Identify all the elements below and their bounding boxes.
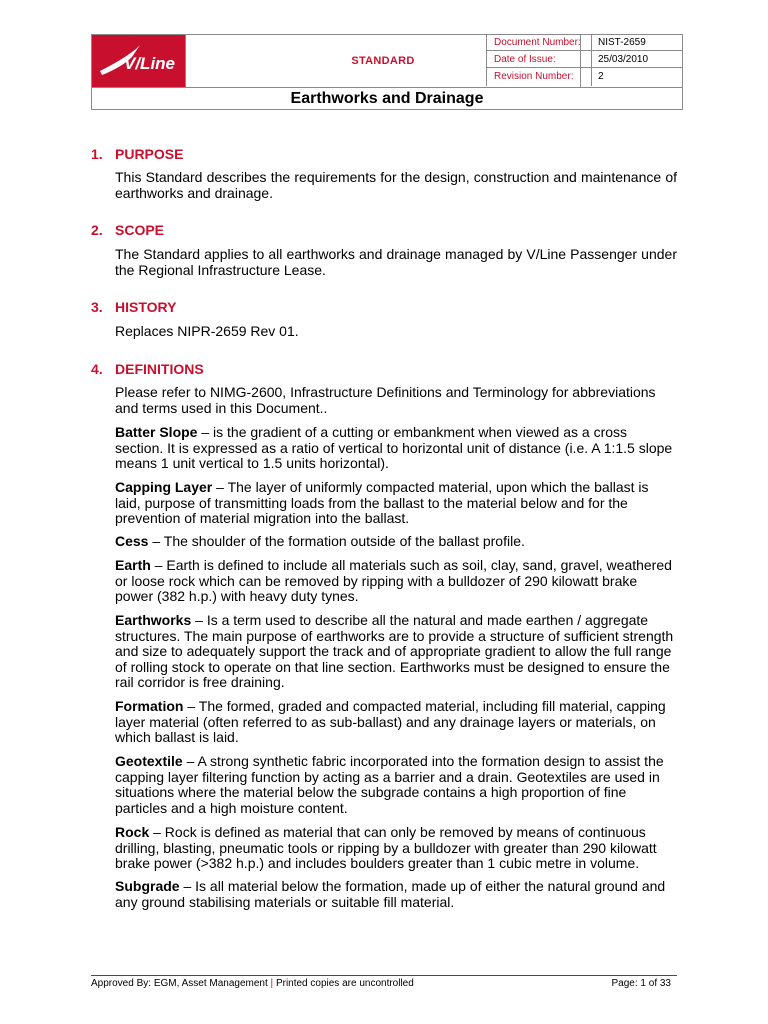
definition-term: Geotextile: [115, 753, 183, 769]
section-number: 2.: [91, 222, 103, 238]
footer-page-number: Page: 1 of 33: [611, 978, 671, 989]
meta-row-date-of-issue: [486, 51, 591, 68]
vline-logo-icon: [92, 35, 186, 87]
meta-label: Date of Issue:: [494, 54, 556, 65]
meta-label: Revision Number:: [494, 71, 574, 82]
definition-text: – Earth is defined to include all materials such as soil, clay, sand, gravel, weathered or loose rock which can be removed by ripping with a bulldozer of 290 kilowatt brake power (382 h.p.) with heavy duty tynes.: [115, 557, 672, 605]
definition-text: – The shoulder of the formation outside of the ballast profile.: [148, 533, 525, 549]
section-number: 3.: [91, 299, 103, 315]
footer-approval: [91, 978, 414, 989]
section-heading-purpose: [91, 146, 183, 162]
meta-labels: [486, 34, 591, 86]
document-type: STANDARD: [186, 35, 581, 87]
definition-earthworks: [115, 613, 677, 691]
meta-values: [592, 34, 682, 86]
section-title: DEFINITIONS: [115, 361, 204, 377]
meta-value-cell: [592, 34, 682, 51]
section-body-purpose: This Standard describes the requirements for the design, construction and maintenance of earthworks and drainage.: [115, 169, 677, 201]
definition-term: Cess: [115, 533, 149, 549]
section-title: HISTORY: [115, 299, 177, 315]
definition-term: Earthworks: [115, 612, 192, 628]
footer-rule: [91, 975, 677, 976]
svg-text:V/Line: V/Line: [124, 54, 176, 73]
definition-text: – The layer of uniformly compacted material, upon which the ballast is laid, purpose of transmitting loads from the ballast to the material below and for the prevention of material migration into the ballast.: [115, 479, 649, 527]
footer-separator: |: [270, 978, 274, 989]
meta-row-document-number: [486, 34, 591, 51]
definition-text: – A strong synthetic fabric incorporated into the formation design to assist the capping layer filtering function by acting as a barrier and a drain. Geotextiles are used in situations where the material below the subgrade contains a high proportion of fine particles and a high moisture content.: [115, 753, 664, 816]
section-heading-history: [91, 299, 176, 315]
page-title: Earthworks and Drainage: [92, 87, 682, 109]
meta-label: Document Number:: [494, 37, 581, 48]
section-body-definitions: Please refer to NIMG-2600, Infrastructure Definitions and Terminology for abbreviations and terms used in this Document..: [115, 384, 656, 416]
meta-value: 2: [598, 71, 604, 82]
definition-term: Subgrade: [115, 878, 180, 894]
meta-value-cell: [592, 68, 682, 86]
meta-divider-left: [486, 34, 487, 86]
definition-text: – is the gradient of a cutting or embankment when viewed as a cross section. It is expressed as a ratio of vertical to horizontal unit of distance (i.e. A 1:1.5 slope means 1 unit vertical to 1.5 units horizontal).: [115, 424, 673, 472]
definition-earth: [115, 558, 677, 605]
section-title: SCOPE: [115, 222, 165, 238]
definition-text: – Is a term used to describe all the natural and made earthen / aggregate structures. The main purpose of earthworks are to provide a structure of sufficient strength and size to adequately support the track and of appropriate gradient to allow the full range of rolling stock to operate on that line section. Earthworks must be designed to ensure the rail corridor is free draining.: [115, 612, 674, 691]
footer-uncontrolled-note: Printed copies are uncontrolled: [275, 978, 414, 989]
definition-batter-slope: [115, 425, 677, 472]
section-number: 1.: [91, 146, 103, 162]
section-title: PURPOSE: [115, 146, 184, 162]
definition-term: Earth: [115, 557, 151, 573]
section-heading-scope: [91, 222, 164, 238]
definition-term: Batter Slope: [115, 424, 198, 440]
definition-cess: [115, 534, 677, 550]
meta-value: NIST-2659: [598, 37, 646, 48]
definition-text: – Is all material below the formation, made up of either the natural ground and any ground stabilising materials or suitable fill material.: [115, 878, 666, 910]
definition-term: Formation: [115, 698, 184, 714]
section-heading-definitions: [91, 361, 204, 377]
definition-subgrade: [115, 879, 677, 910]
definition-term: Capping Layer: [115, 479, 213, 495]
meta-value-cell: [592, 51, 682, 68]
definition-formation: [115, 699, 677, 746]
definition-text: – Rock is defined as material that can only be removed by means of continuous drilling, blasting, pneumatic tools or ripping by a bulldozer with greater than 290 kilowatt brake power (>382 h.p.) and includes boulders greater than 1 cubic metre in volume.: [115, 824, 657, 872]
footer-approved-by: Approved By: EGM, Asset Management: [91, 978, 268, 989]
definition-text: – The formed, graded and compacted material, including fill material, capping layer material (often referred to as sub-ballast) and any drainage layers or materials, on which ballast is laid.: [115, 698, 666, 746]
definition-geotextile: [115, 754, 677, 816]
definition-rock: [115, 825, 677, 872]
vline-logo: [92, 35, 186, 87]
section-body-history: Replaces NIPR-2659 Rev 01.: [115, 323, 299, 339]
definition-term: Rock: [115, 824, 150, 840]
meta-value: 25/03/2010: [598, 54, 649, 65]
section-number: 4.: [91, 361, 103, 377]
section-body-scope: The Standard applies to all earthworks and drainage managed by V/Line Passenger under the Regional Infrastructure Lease.: [115, 246, 677, 278]
meta-row-revision-number: [486, 68, 591, 86]
definition-capping-layer: [115, 480, 677, 527]
